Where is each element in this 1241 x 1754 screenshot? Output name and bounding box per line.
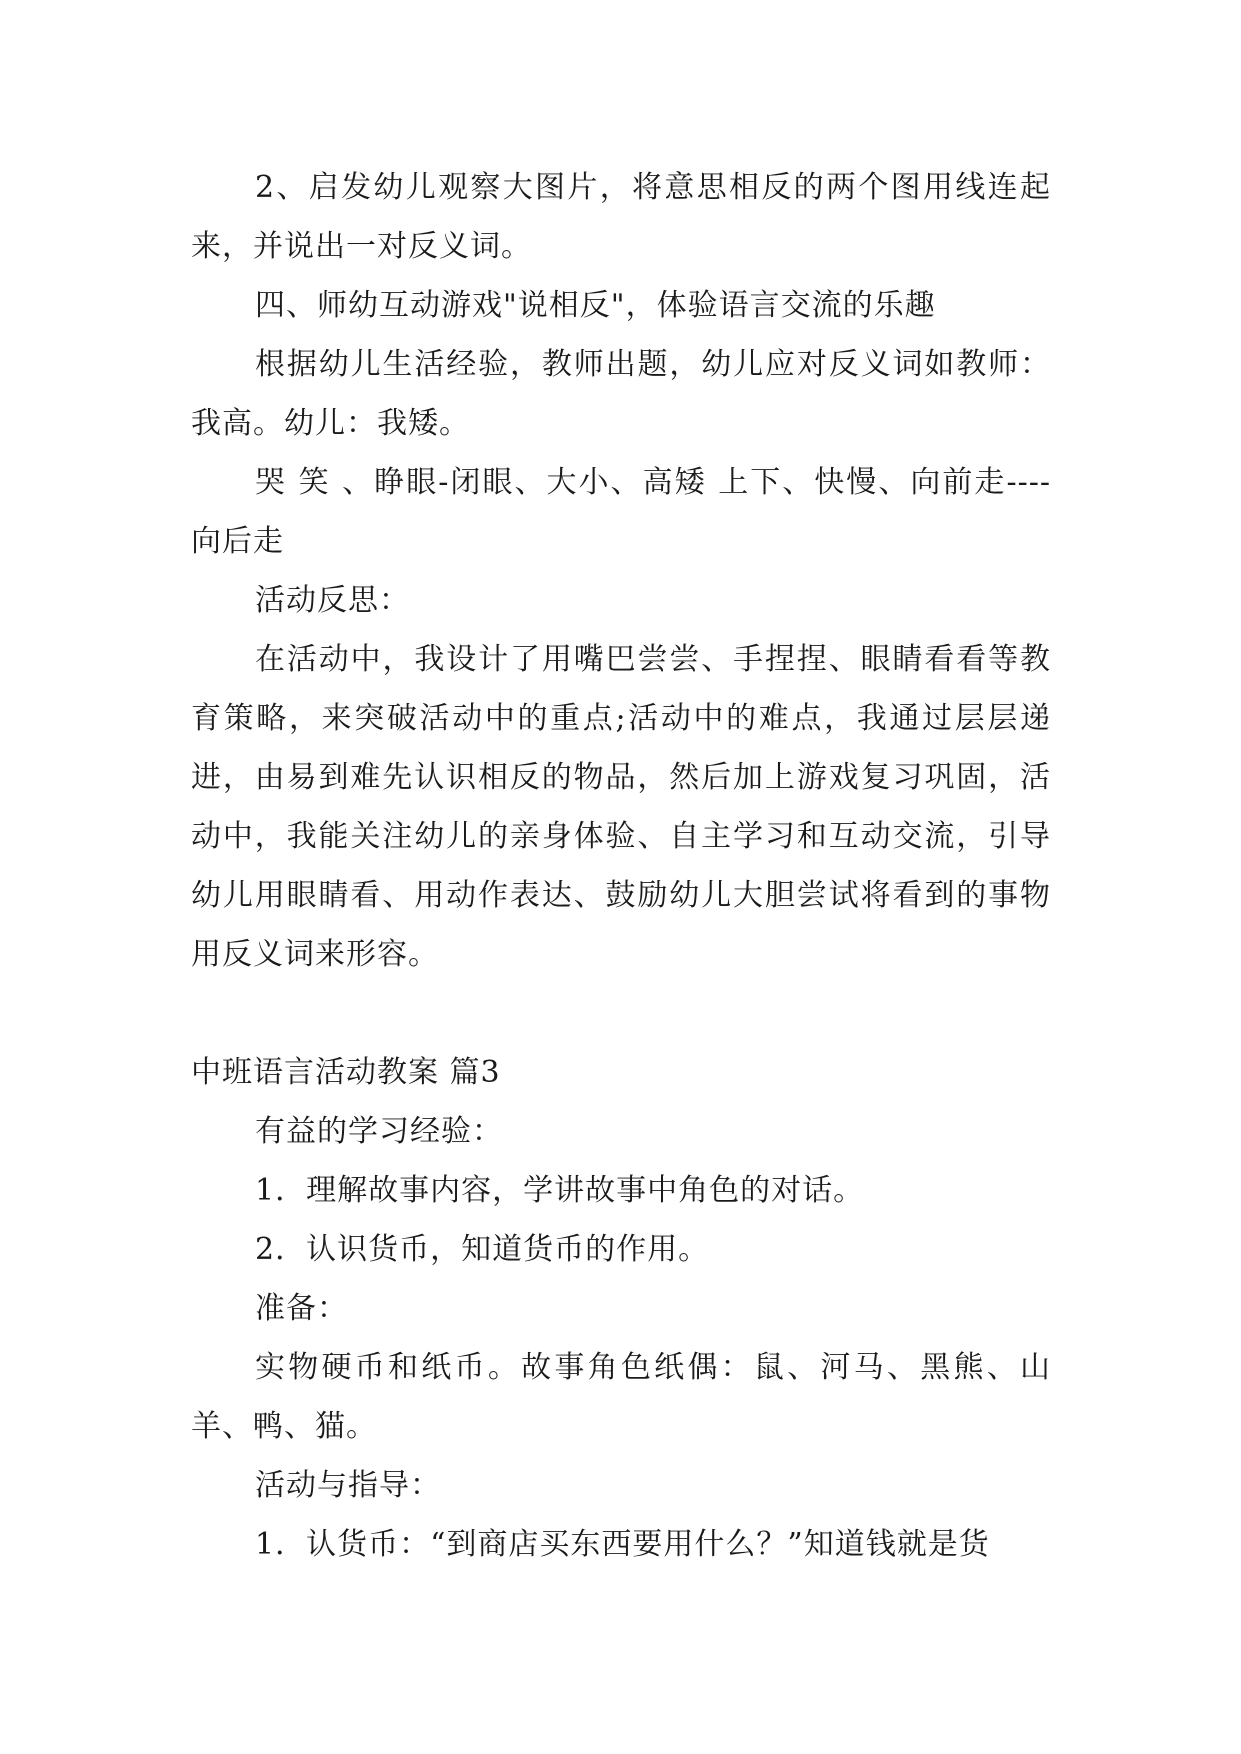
paragraph: 在活动中，我设计了用嘴巴尝尝、手捏捏、眼睛看看等教育策略，来突破活动中的重点;活动中的难点，我通过层层递进，由易到难先认识相反的物品，然后加上游戏复习巩固，活动中，我能关注幼儿的亲身体验、自主学习和互动交流，引导幼儿用眼睛看、用动作表达、鼓励幼儿大胆尝试将看到的事物用反义词来形容。: [191, 642, 1051, 972]
section-spacer: [191, 984, 1051, 1043]
document-body: [191, 158, 1051, 1574]
paragraph: 根据幼儿生活经验，教师出题，幼儿应对反义词如教师：我高。幼儿：我矮。: [191, 347, 1051, 441]
paragraph: 哭 笑 、睁眼-闭眼、大小、高矮 上下、快慢、向前走----向后走: [191, 465, 1051, 559]
list-item: 2．认识货币，知道货币的作用。: [255, 1232, 710, 1267]
heading-interactive-game: 四、师幼互动游戏"说相反"，体验语言交流的乐趣: [255, 288, 936, 323]
paragraph: 有益的学习经验：: [255, 1114, 503, 1149]
heading-activity-guide: 活动与指导：: [255, 1468, 441, 1503]
paragraph: 实物硬币和纸币。故事角色纸偶：鼠、河马、黑熊、山羊、鸭、猫。: [191, 1350, 1051, 1444]
section-title: 中班语言活动教案 篇3: [191, 1055, 501, 1090]
list-item: 1．理解故事内容，学讲故事中角色的对话。: [255, 1173, 865, 1208]
paragraph: 2、启发幼儿观察大图片，将意思相反的两个图用线连起来，并说出一对反义词。: [191, 170, 1051, 264]
heading-preparation: 准备：: [255, 1291, 348, 1326]
list-item: 1．认货币：“到商店买东西要用什么？”知道钱就是货: [255, 1527, 990, 1562]
heading-reflection: 活动反思：: [255, 583, 410, 618]
